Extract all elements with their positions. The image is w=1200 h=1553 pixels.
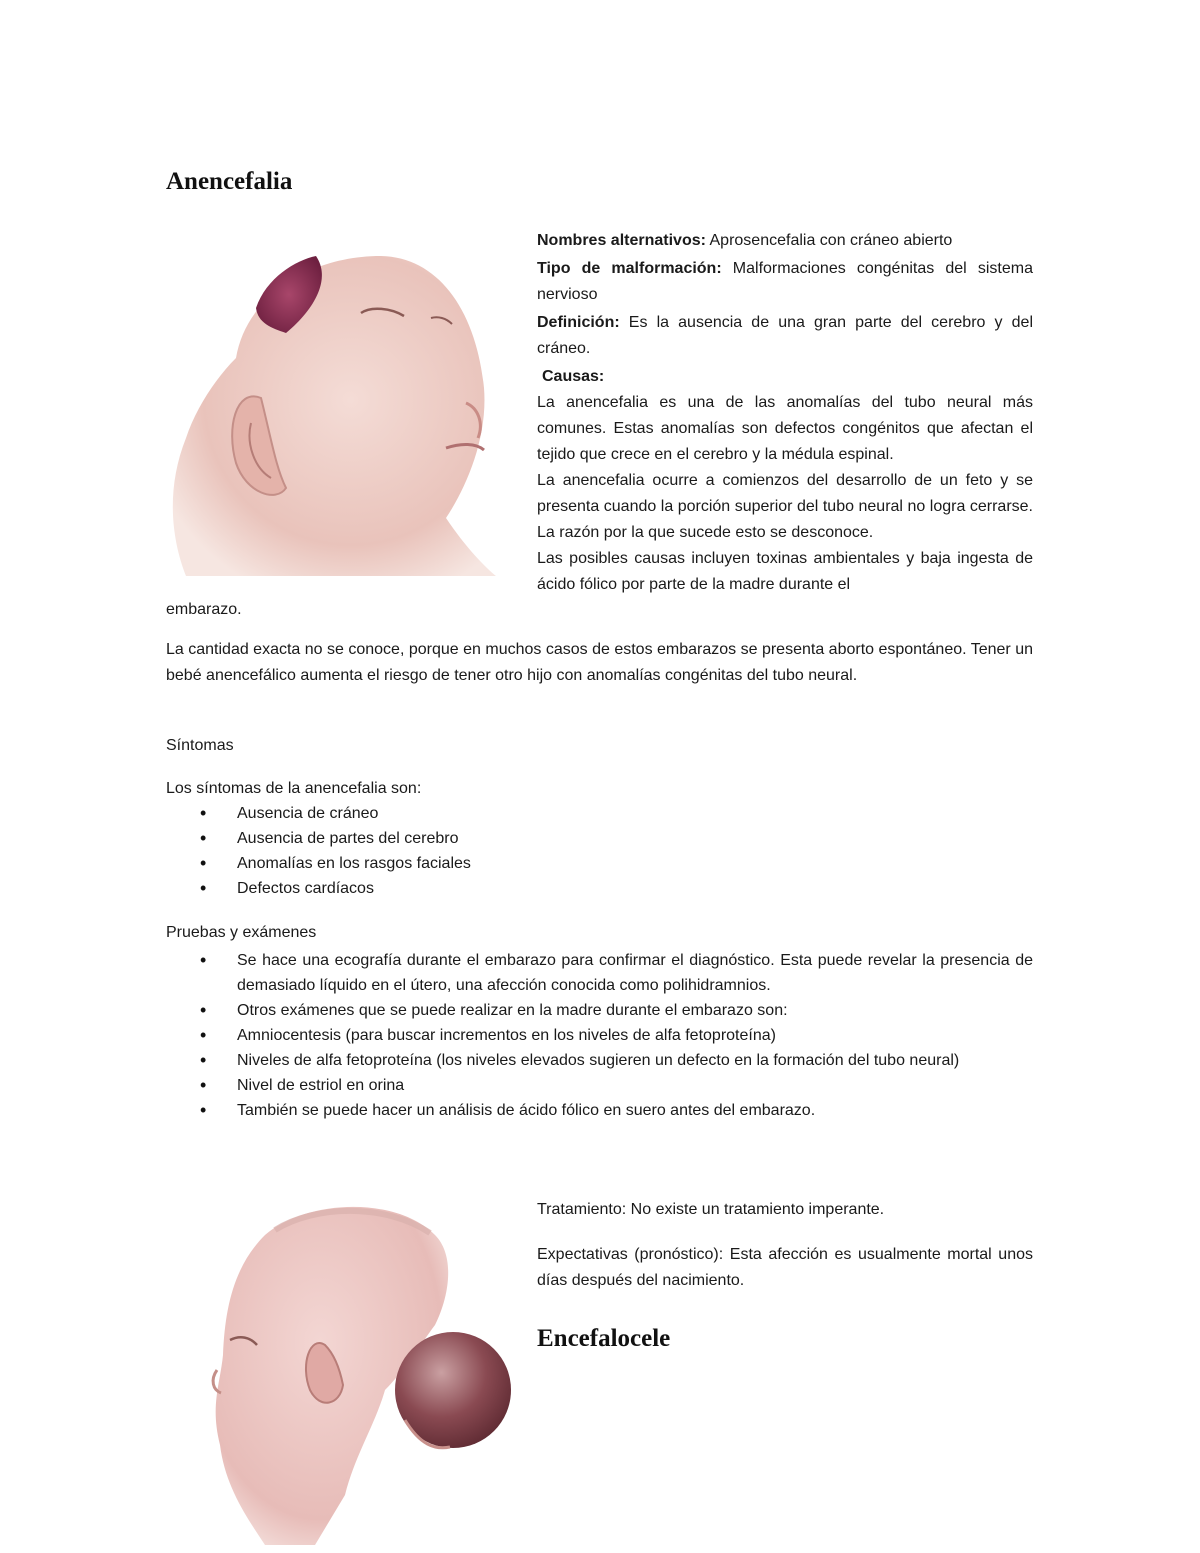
definition-label: Definición: bbox=[537, 314, 620, 331]
list-item: • Anomalías en los rasgos faciales bbox=[166, 851, 1033, 876]
treatment-text: Tratamiento: No existe un tratamiento imperante. bbox=[537, 1201, 885, 1218]
symptoms-intro: Los síntomas de la anencefalia son: bbox=[166, 780, 422, 797]
quantity-paragraph: La cantidad exacta no se conoce, porque en muchos casos de estos embarazos se presenta aborto espontáneo. Tener un bebé anencefálico aumenta el riesgo de tener otro hijo con anomalías congénitas del tubo neural. bbox=[166, 641, 1033, 684]
list-item: • Ausencia de cráneo bbox=[166, 801, 1033, 826]
malformation-type-label: Tipo de malformación: bbox=[537, 260, 722, 277]
tests-list bbox=[166, 948, 1033, 1123]
section-title-anencefalia: Anencefalia bbox=[166, 168, 293, 195]
encephalocele-illustration bbox=[205, 1195, 525, 1545]
list-item: • Defectos cardíacos bbox=[166, 876, 1033, 901]
symptoms-heading: Síntomas bbox=[166, 737, 234, 754]
alt-names-line bbox=[537, 228, 1033, 254]
causes-paragraph-1: La anencefalia es una de las anomalías del tubo neural más comunes. Estas anomalías son defectos congénitos que afectan el tejido que crece en el cerebro y la médula espinal. bbox=[537, 394, 1033, 463]
list-item: • Nivel de estriol en orina bbox=[166, 1073, 1033, 1098]
list-item: • También se puede hacer un análisis de ácido fólico en suero antes del embarazo. bbox=[166, 1098, 1033, 1123]
malformation-type-value: Malformaciones congénitas del sistema nervioso bbox=[537, 260, 1033, 303]
definition-value: Es la ausencia de una gran parte del cerebro y del cráneo. bbox=[537, 314, 1034, 357]
causes-paragraph-3: Las posibles causas incluyen toxinas ambientales y baja ingesta de ácido fólico por parte de la madre durante el bbox=[537, 550, 1033, 593]
list-item: • Niveles de alfa fetoproteína (los niveles elevados sugieren un defecto en la formación del tubo neural) bbox=[166, 1048, 1033, 1073]
alt-names-value: Aprosencefalia con cráneo abierto bbox=[709, 232, 953, 249]
prognosis-text: Expectativas (pronóstico): Esta afección es usualmente mortal unos días después del nacimiento. bbox=[537, 1246, 1033, 1289]
definition bbox=[537, 310, 1033, 362]
list-item: • Amniocentesis (para buscar incrementos en los niveles de alfa fetoproteína) bbox=[166, 1023, 1033, 1048]
list-item: • Ausencia de partes del cerebro bbox=[166, 826, 1033, 851]
section-title-encefalocele: Encefalocele bbox=[537, 1325, 671, 1352]
list-item: • Otros exámenes que se puede realizar en la madre durante el embarazo son: bbox=[166, 998, 1033, 1023]
causes-paragraph-2: La anencefalia ocurre a comienzos del desarrollo de un feto y se presenta cuando la porción superior del tubo neural no logra cerrarse. La razón por la que sucede esto se desconoce. bbox=[537, 472, 1033, 541]
alt-names-label: Nombres alternativos: bbox=[537, 232, 706, 249]
malformation-type bbox=[537, 256, 1033, 308]
causes-heading: Causas: bbox=[542, 368, 605, 385]
symptoms-list bbox=[166, 801, 1033, 901]
tests-heading: Pruebas y exámenes bbox=[166, 924, 317, 941]
causes-paragraph-3-end: embarazo. bbox=[166, 601, 242, 618]
anencephaly-illustration bbox=[166, 238, 506, 578]
list-item: • Se hace una ecografía durante el embarazo para confirmar el diagnóstico. Esta puede revelar la presencia de demasiado líquido en el útero, una afección conocida como polihidramnios. bbox=[166, 948, 1033, 998]
